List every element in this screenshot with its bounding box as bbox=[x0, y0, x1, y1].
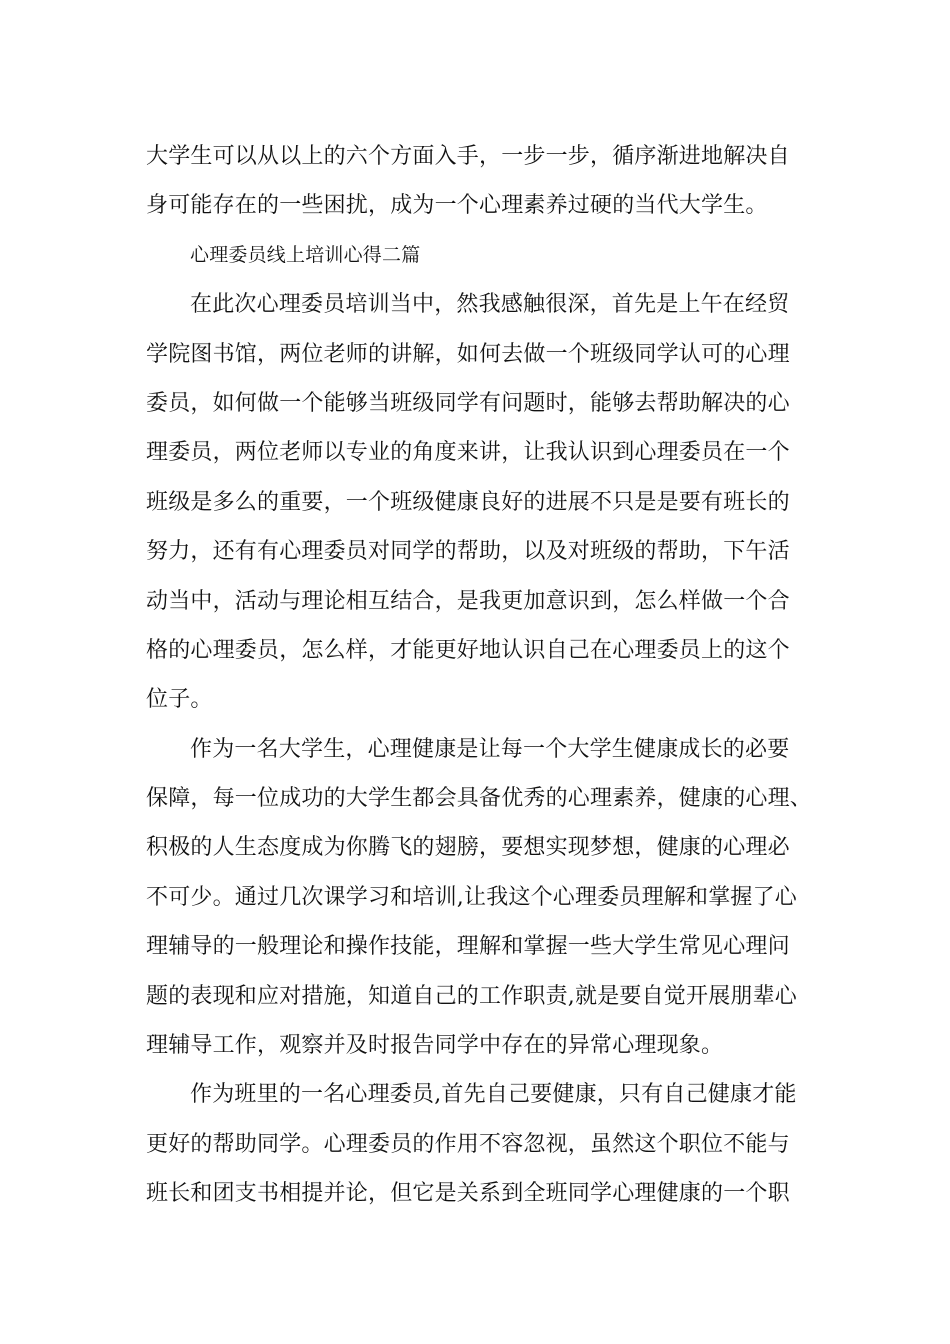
body-line: 动当中，活动与理论相互结合，是我更加意识到，怎么样做一个合 bbox=[146, 588, 790, 614]
body-line: 不可少。通过几次课学习和培训,让我这个心理委员理解和掌握了心 bbox=[146, 884, 797, 910]
body-line: 位子。 bbox=[146, 687, 213, 713]
body-line: 学院图书馆，两位老师的讲解，如何去做一个班级同学认可的心理 bbox=[146, 341, 790, 367]
body-line: 身可能存在的一些困扰，成为一个心理素养过硬的当代大学生。 bbox=[146, 193, 768, 219]
body-line: 理辅导工作，观察并及时报告同学中存在的异常心理现象。 bbox=[146, 1033, 724, 1059]
body-line: 班长和团支书相提并论，但它是关系到全班同学心理健康的一个职 bbox=[146, 1181, 790, 1207]
body-line: 委员，如何做一个能够当班级同学有问题时，能够去帮助解决的心 bbox=[146, 390, 790, 416]
body-line: 大学生可以从以上的六个方面入手，一步一步，循序渐进地解决自 bbox=[146, 144, 790, 169]
paragraph-first-line: 作为一名大学生，心理健康是让每一个大学生健康成长的必要 bbox=[190, 736, 790, 762]
body-line: 理辅导的一般理论和操作技能，理解和掌握一些大学生常见心理问 bbox=[146, 934, 790, 960]
body-line: 题的表现和应对措施，知道自己的工作职责,就是要自觉开展朋辈心 bbox=[146, 983, 797, 1009]
document-body bbox=[146, 132, 813, 1219]
body-line: 更好的帮助同学。心理委员的作用不容忽视，虽然这个职位不能与 bbox=[146, 1131, 790, 1157]
paragraph-first-line: 作为班里的一名心理委员,首先自己要健康，只有自己健康才能 bbox=[190, 1082, 797, 1108]
section-subtitle: 心理委员线上培训心得二篇 bbox=[190, 243, 421, 266]
body-line: 保障，每一位成功的大学生都会具备优秀的心理素养，健康的心理、 bbox=[146, 786, 813, 812]
body-line: 积极的人生态度成为你腾飞的翅膀，要想实现梦想，健康的心理必 bbox=[146, 835, 790, 861]
paragraph-first-line: 在此次心理委员培训当中，然我感触很深，首先是上午在经贸 bbox=[190, 292, 790, 318]
body-line: 格的心理委员，怎么样，才能更好地认识自己在心理委员上的这个 bbox=[146, 637, 790, 663]
body-line: 班级是多么的重要，一个班级健康良好的进展不只是是要有班长的 bbox=[146, 489, 790, 515]
body-line: 理委员，两位老师以专业的角度来讲，让我认识到心理委员在一个 bbox=[146, 440, 790, 466]
body-line: 努力，还有有心理委员对同学的帮助，以及对班级的帮助，下午活 bbox=[146, 539, 790, 565]
